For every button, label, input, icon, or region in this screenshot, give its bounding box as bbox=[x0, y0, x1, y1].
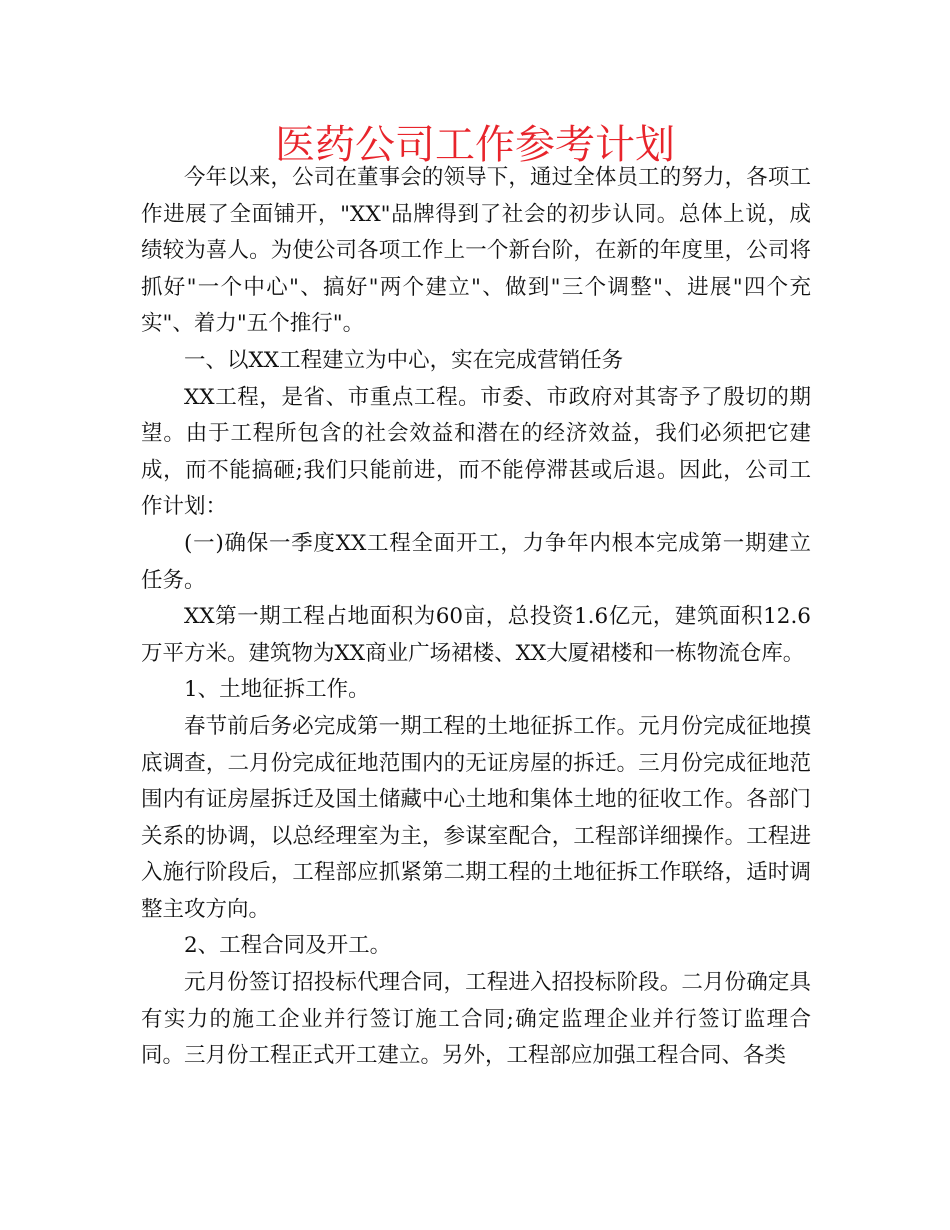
subsection-heading-1: (一)确保一季度XX工程全面开工，力争年内根本完成第一期建立任务。 bbox=[141, 530, 811, 593]
paragraph-phase-one: XX第一期工程占地面积为60亩，总投资1.6亿元，建筑面积12.6万平方米。建筑物为XX商业广场裙楼、XX大厦裙楼和一栋物流仓库。 bbox=[141, 604, 811, 666]
paragraph-contract: 元月份签订招投标代理合同，工程进入招投标阶段。二月份确定具有实力的施工企业并行签订施工合同;确定监理企业并行签订监理合同。三月份工程正式开工建立。另外，工程部应加强工程合同、各类 bbox=[141, 970, 811, 1069]
item-heading-land: 1、土地征拆工作。 bbox=[184, 677, 370, 703]
document-title: 医药公司工作参考计划 bbox=[275, 122, 675, 168]
item-heading-contract: 2、工程合同及开工。 bbox=[184, 933, 392, 959]
document-body bbox=[141, 160, 811, 1075]
section-heading-1: 一、以XX工程建立为中心，实在完成营销任务 bbox=[184, 347, 624, 373]
paragraph-intro: 今年以来，公司在董事会的领导下，通过全体员工的努力，各项工作进展了全面铺开，"XX"品牌得到了社会的初步认同。总体上说，成绩较为喜人。为使公司各项工作上一个新台阶，在新的年度里，公司将抓好"一个中心"、搞好"两个建立"、做到"三个调整"、进展"四个充实"、着力"五个推行"。 bbox=[141, 165, 811, 337]
paragraph-land: 春节前后务必完成第一期工程的土地征拆工作。元月份完成征地摸底调查，二月份完成征地范围内的无证房屋的拆迁。三月份完成征地范围内有证房屋拆迁及国土储藏中心土地和集体土地的征收工作。各部门关系的协调，以总经理室为主，参谋室配合，工程部详细操作。工程进入施行阶段后，工程部应抓紧第二期工程的土地征拆工作联络，适时调整主攻方向。 bbox=[141, 713, 811, 922]
paragraph-project-overview: XX工程，是省、市重点工程。市委、市政府对其寄予了殷切的期望。由于工程所包含的社会效益和潜在的经济效益，我们必须把它建成，而不能搞砸;我们只能前进，而不能停滞甚或后退。因此，公司工作计划： bbox=[141, 384, 811, 520]
